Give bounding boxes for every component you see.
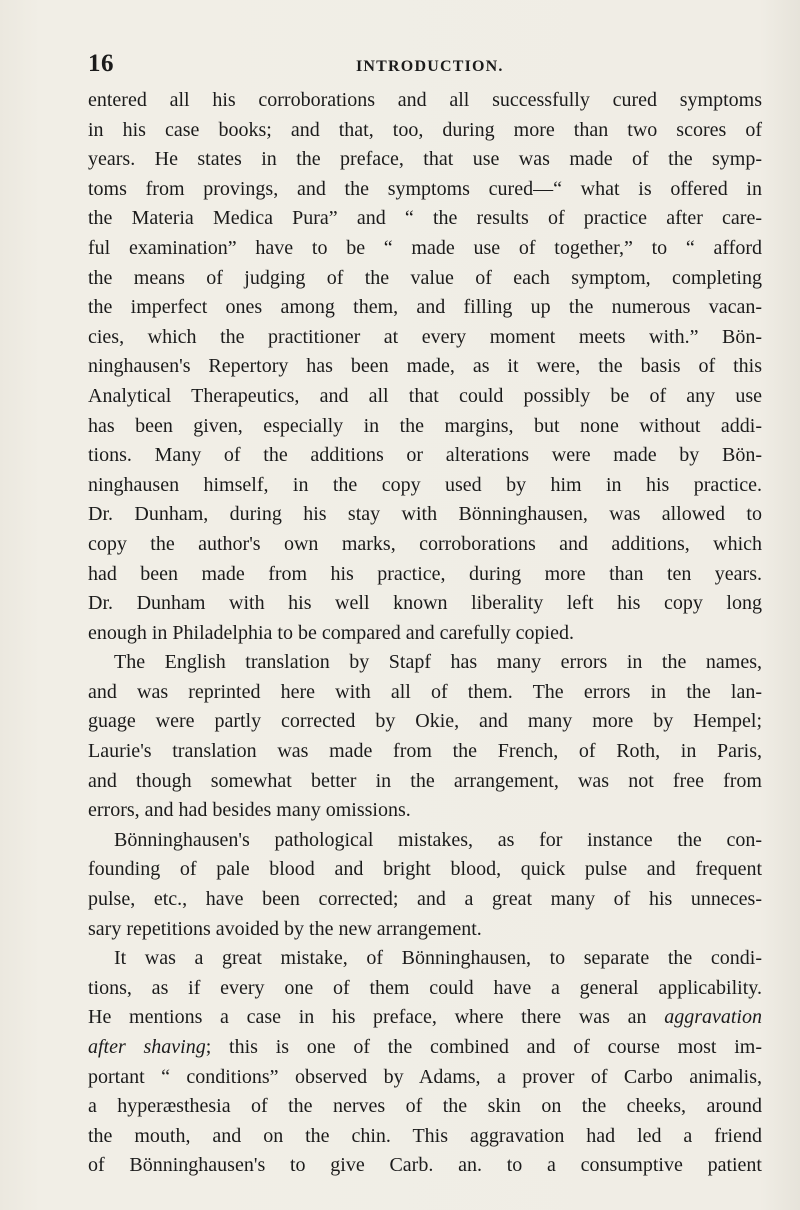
text-line: toms from provings, and the symptoms cured—“ what is offered in	[88, 177, 762, 200]
text-line: founding of pale blood and bright blood, quick pulse and frequent	[88, 858, 762, 881]
body-text	[88, 86, 762, 1181]
text-line: Dr. Dunham, during his stay with Bönninghausen, was allowed to	[88, 503, 762, 526]
text-line: of Bönninghausen's to give Carb. an. to a consumptive patient	[88, 1154, 762, 1177]
text-line: ninghausen himself, in the copy used by him in his practice.	[88, 473, 762, 496]
page-number: 16	[88, 50, 114, 77]
text-line: Bönninghausen's pathological mistakes, as for instance the con-	[114, 828, 762, 851]
text-line: Analytical Therapeutics, and all that could possibly be of any use	[88, 384, 762, 407]
text-line: ful examination” have to be “ made use of together,” to “ afford	[88, 236, 762, 259]
text-line: enough in Philadelphia to be compared and carefully copied.	[88, 621, 574, 644]
text-line: The English translation by Stapf has many errors in the names,	[114, 651, 762, 674]
text-line: It was a great mistake, of Bönninghausen, to separate the condi-	[114, 947, 762, 970]
text-line: the imperfect ones among them, and filling up the numerous vacan-	[88, 296, 762, 319]
text-segment: He mentions a case in his preface, where there was an	[88, 1006, 647, 1029]
text-line: Dr. Dunham with his well known liberality left his copy long	[88, 592, 762, 615]
text-line: Laurie's translation was made from the French, of Roth, in Paris,	[88, 740, 762, 763]
text-line: tions, as if every one of them could have a general applicability.	[88, 976, 762, 999]
text-line: a hyperæsthesia of the nerves of the skin on the cheeks, around	[88, 1095, 762, 1118]
italic-phrase: aggravation	[664, 1006, 762, 1029]
text-line: cies, which the practitioner at every moment meets with.” Bön-	[88, 325, 762, 348]
text-line: and though somewhat better in the arrangement, was not free from	[88, 769, 762, 792]
text-line: the means of judging of the value of each symptom, completing	[88, 266, 762, 289]
text-line: pulse, etc., have been corrected; and a great many of his unneces-	[88, 888, 762, 911]
running-head: INTRODUCTION.	[356, 58, 504, 75]
text-line	[88, 1033, 762, 1063]
text-line: entered all his corroborations and all successfully cured symptoms	[88, 89, 762, 111]
italic-phrase: after shaving	[88, 1036, 206, 1058]
text-line: has been given, especially in the margins, but none without addi-	[88, 414, 762, 437]
text-line: years. He states in the preface, that use was made of the symp-	[88, 148, 762, 171]
text-line: had been made from his practice, during more than ten years.	[88, 562, 762, 585]
text-line: errors, and had besides many omissions.	[88, 799, 411, 822]
text-line	[88, 1003, 762, 1033]
text-line: tions. Many of the additions or alterations were made by Bön-	[88, 444, 762, 467]
text-line: ninghausen's Repertory has been made, as it were, the basis of this	[88, 355, 762, 378]
text-line: copy the author's own marks, corroborations and additions, which	[88, 532, 762, 555]
text-line: the Materia Medica Pura” and “ the results of practice after care-	[88, 207, 762, 230]
text-line: and was reprinted here with all of them. The errors in the lan-	[88, 680, 762, 703]
text-line: the mouth, and on the chin. This aggravation had led a friend	[88, 1124, 762, 1147]
text-segment: ; this is one of the combined and of course most im-	[205, 1036, 762, 1058]
text-line: sary repetitions avoided by the new arrangement.	[88, 917, 482, 940]
text-line: portant “ conditions” observed by Adams, a prover of Carbo animalis,	[88, 1065, 762, 1088]
text-line: in his case books; and that, too, during more than two scores of	[88, 118, 762, 141]
page-header	[88, 50, 762, 82]
text-line: guage were partly corrected by Okie, and many more by Hempel;	[88, 710, 762, 733]
